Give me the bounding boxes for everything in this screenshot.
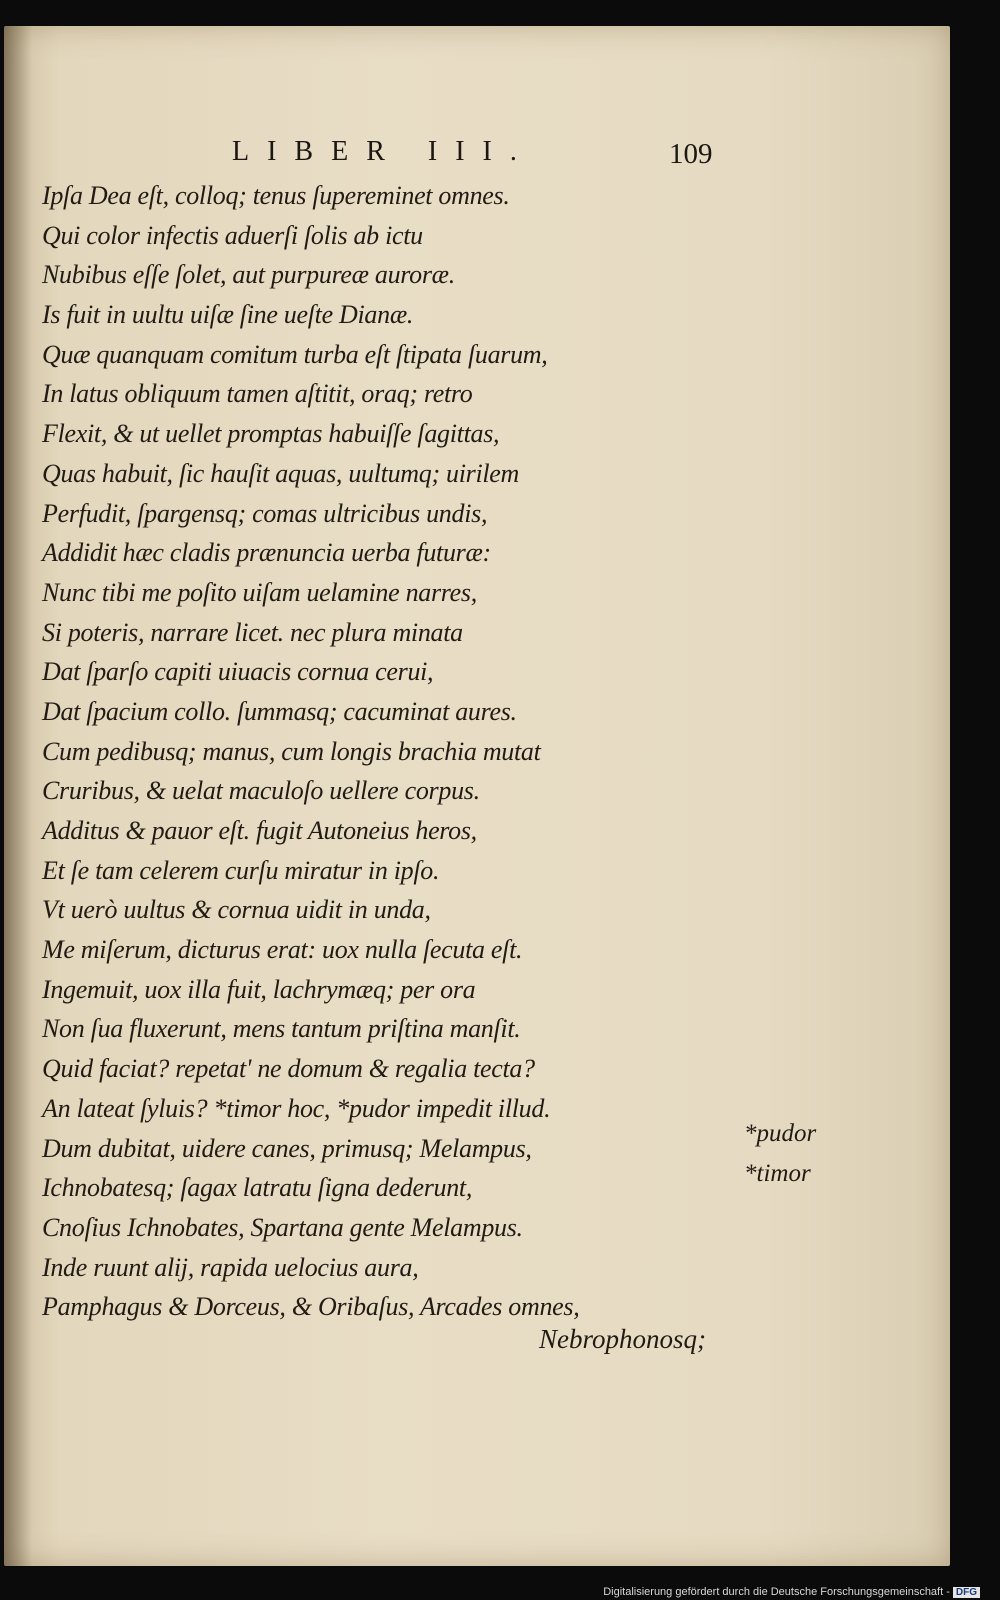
marginal-note-pudor: *pudor	[744, 1120, 817, 1147]
verse-line: Cruribus, & uelat maculoſo uellere corpus.	[42, 776, 480, 806]
verse-line: Dat ſpacium collo. ſummasq; cacuminat aures.	[42, 696, 517, 726]
verse-line: Ingemuit, uox illa fuit, lachrymæq; per ora	[42, 974, 476, 1004]
verse-line: Perfudit, ſpargensq; comas ultricibus undis,	[42, 498, 488, 528]
dfg-logo: DFG	[953, 1587, 980, 1598]
verse-line: Dat ſparſo capiti uiuacis cornua cerui,	[42, 657, 434, 687]
verse-line: An lateat ſyluis? *timor hoc, *pudor impedit illud.	[42, 1093, 551, 1123]
page-number: 109	[669, 138, 713, 170]
verse-line: Inde ruunt alij, rapida uelocius aura,	[42, 1252, 419, 1282]
verse-line: Ichnobatesq; ſagax latratu ſigna dederunt,	[42, 1173, 473, 1203]
verse-line: Vt uerò uultus & cornua uidit in unda,	[42, 895, 431, 925]
catchword: Nebrophonosq;	[539, 1324, 706, 1354]
verse-line: Nubibus eſſe ſolet, aut purpureæ auroræ.	[42, 260, 455, 290]
marginal-note-timor: *timor	[744, 1160, 811, 1187]
verse-line: Quid faciat? repetat' ne domum & regalia tecta?	[42, 1054, 535, 1084]
marginal-notes	[744, 1114, 816, 1194]
verse-line: Quas habuit, ſic hauſit aquas, uultumq; uirilem	[42, 458, 520, 488]
verse-line: Non ſua fluxerunt, mens tantum priſtina manſit.	[42, 1014, 521, 1044]
verse-line: Cnoſius Ichnobates, Spartana gente Melampus.	[42, 1212, 523, 1242]
verse-line: Et ſe tam celerem curſu miratur in ipſo.	[42, 855, 440, 885]
digitization-credit	[603, 1586, 980, 1598]
verse-line: Nunc tibi me poſito uiſam uelamine narres,	[42, 577, 477, 607]
verse-line: Addidit hæc cladis prænuncia uerba futuræ:	[42, 538, 491, 568]
verse-line: Additus & pauor eſt. fugit Autoneius heros,	[42, 816, 477, 845]
verse-line: Pamphagus & Dorceus, & Oribaſus, Arcades omnes,	[42, 1292, 580, 1322]
verse-line: Is fuit in uultu uiſæ ſine ueſte Dianæ.	[42, 300, 414, 330]
verse-text	[42, 176, 702, 1327]
running-head: LIBER III.	[232, 136, 535, 167]
verse-line: Quæ quanquam comitum turba eſt ſtipata ſuarum,	[42, 339, 548, 369]
verse-line: Qui color infectis aduerſi ſolis ab ictu	[42, 220, 423, 250]
verse-line: Me miſerum, dicturus erat: uox nulla ſecuta eſt.	[42, 935, 523, 965]
verse-line: Si poteris, narrare licet. nec plura minata	[42, 617, 463, 647]
verse-line: In latus obliquum tamen aſtitit, oraq; retro	[42, 379, 473, 409]
credit-text: Digitalisierung gefördert durch die Deutsche Forschungsgemeinschaft -	[603, 1586, 950, 1598]
verse-line: Dum dubitat, uidere canes, primusq; Melampus,	[42, 1133, 532, 1163]
verse-line: Ipſa Dea eſt, colloq; tenus ſupereminet omnes.	[42, 181, 510, 210]
verse-line: Cum pedibusq; manus, cum longis brachia mutat	[42, 736, 541, 766]
book-page	[4, 26, 950, 1566]
verse-line: Flexit, & ut uellet promptas habuiſſe ſagittas,	[42, 419, 500, 449]
